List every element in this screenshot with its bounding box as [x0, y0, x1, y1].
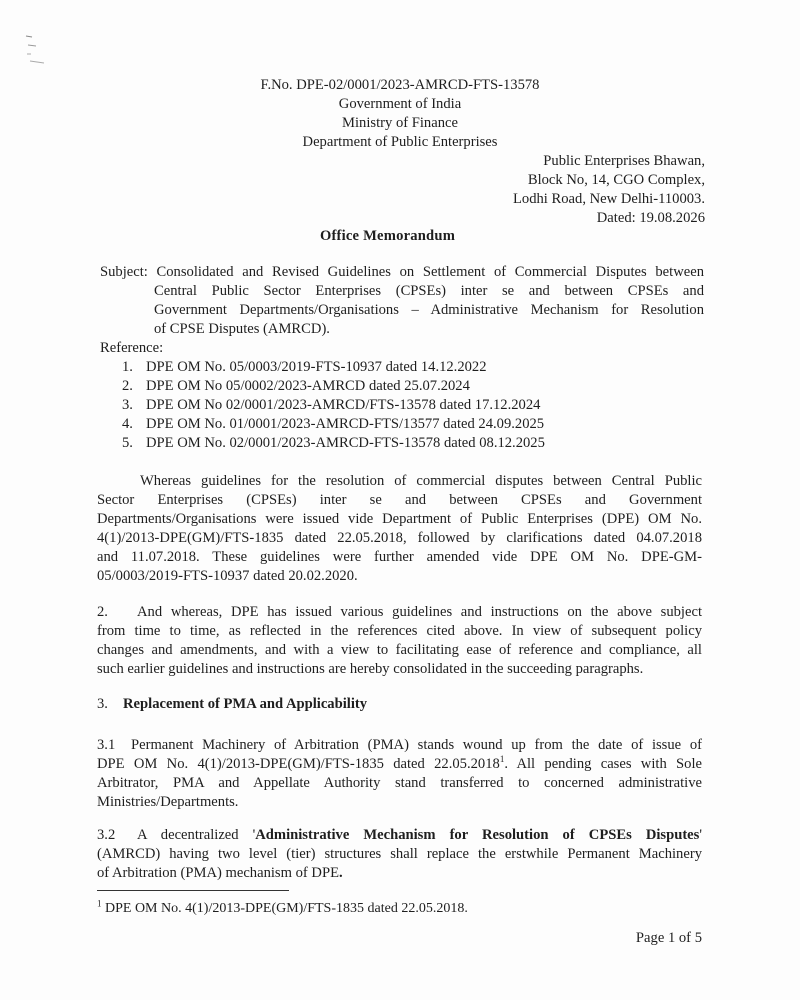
subject-line: of CPSE Disputes (AMRCD).	[154, 321, 330, 337]
address-line: Lodhi Road, New Delhi-110003.	[513, 191, 705, 207]
subject-line: Government Departments/Organisations – Administrative Mechanism for Resolution	[154, 302, 704, 318]
footnote-marker: 1	[97, 898, 102, 909]
section-number: 3.	[97, 696, 108, 712]
reference-list	[122, 358, 545, 453]
paragraph-line: 05/0003/2019-FTS-10937 dated 20.02.2020.	[97, 568, 358, 584]
reference-label: Reference:	[100, 340, 164, 356]
page-number: Page 1 of 5	[635, 930, 702, 946]
scan-artifact-icon	[22, 30, 62, 70]
paragraph-line: Whereas guidelines for the resolution of commercial disputes between Central Public	[140, 473, 702, 489]
paragraph-line: (AMRCD) having two level (tier) structures shall replace the erstwhile Permanent Machinery	[97, 846, 702, 862]
paragraph-line: Sector Enterprises (CPSEs) inter se and between CPSEs and Government	[97, 492, 702, 508]
list-item: 4. DPE OM No. 01/0001/2023-AMRCD-FTS/13577 dated 24.09.2025	[122, 416, 545, 432]
address-line: Public Enterprises Bhawan,	[543, 153, 705, 169]
ministry-name: Ministry of Finance	[342, 115, 458, 131]
subject-line: Central Public Sector Enterprises (CPSEs) inter se and between CPSEs and	[154, 283, 704, 299]
footnote-ref: 1	[499, 754, 505, 765]
paragraph-2	[97, 603, 702, 679]
paragraph-line: 3.2 A decentralized 'Administrative Mechanism for Resolution of CPSEs Disputes'	[97, 827, 702, 843]
list-item: 2. DPE OM No 05/0002/2023-AMRCD dated 25.07.2024	[122, 378, 470, 394]
list-item: 1. DPE OM No. 05/0003/2019-FTS-10937 dated 14.12.2022	[122, 359, 487, 375]
paragraph-line: changes and amendments, and with a view to facilitating ease of reference and compliance, all	[97, 642, 702, 658]
subject-block	[100, 263, 704, 339]
subject-label: Subject:	[100, 264, 148, 280]
paragraph-line: 4(1)/2013-DPE(GM)/FTS-1835 dated 22.05.2018, followed by clarifications dated 04.07.2018	[97, 530, 702, 546]
paragraph-line: Departments/Organisations were issued vide Department of Public Enterprises (DPE) OM No.	[97, 511, 702, 527]
paragraph-1	[97, 472, 702, 586]
paragraph-3-1	[97, 736, 702, 812]
paragraph-number: 3.1	[97, 737, 116, 753]
paragraph-line: 2. And whereas, DPE has issued various guidelines and instructions on the above subject	[97, 604, 702, 620]
paragraph-line: Ministries/Departments.	[97, 794, 239, 810]
paragraph-line: such earlier guidelines and instructions are hereby consolidated in the succeeding paragraphs.	[97, 661, 644, 677]
section-heading: 3. Replacement of PMA and Applicability	[97, 696, 368, 712]
footnote-divider	[97, 890, 289, 891]
paragraph-3-2	[97, 826, 702, 883]
list-item: 3. DPE OM No 02/0001/2023-AMRCD/FTS-13578 dated 17.12.2024	[122, 397, 541, 413]
paragraph-number: 3.2	[97, 827, 116, 843]
paragraph-line: and 11.07.2018. These guidelines were further amended vide DPE OM No. DPE-GM-	[97, 549, 702, 565]
paragraph-line: 3.1 Permanent Machinery of Arbitration (PMA) stands wound up from the date of issue of	[97, 737, 702, 753]
subject-line: Subject: Consolidated and Revised Guidelines on Settlement of Commercial Disputes between	[100, 264, 704, 280]
footnote: $^1$ DPE OM No. 4(1)/2013-DPE(GM)/FTS-1835 dated 22.05.2018.	[97, 898, 468, 916]
office-address	[513, 152, 705, 228]
department-name: Department of Public Enterprises	[302, 134, 498, 150]
paragraph-line: from time to time, as reflected in the references cited above. In view of subsequent policy	[97, 623, 702, 639]
government-name: Government of India	[338, 96, 462, 112]
list-item: 5. DPE OM No. 02/0001/2023-AMRCD-FTS-13578 dated 08.12.2025	[122, 435, 545, 451]
paragraph-line: Arbitrator, PMA and Appellate Authority stand transferred to concerned administrative	[97, 775, 702, 791]
file-number: F.No. DPE-02/0001/2023-AMRCD-FTS-13578	[260, 77, 540, 93]
paragraph-line: DPE OM No. 4(1)/2013-DPE(GM)/FTS-1835 dated 22.05.2018$^1$. All pending cases with Sole	[97, 754, 702, 772]
document-date: Dated: 19.08.2026	[596, 210, 705, 226]
paragraph-line: of Arbitration (PMA) mechanism of DPE.	[97, 865, 343, 881]
letterhead	[0, 76, 800, 152]
memo-title: Office Memorandum	[319, 228, 456, 244]
paragraph-number: 2.	[97, 604, 108, 620]
address-line: Block No, 14, CGO Complex,	[527, 172, 705, 188]
